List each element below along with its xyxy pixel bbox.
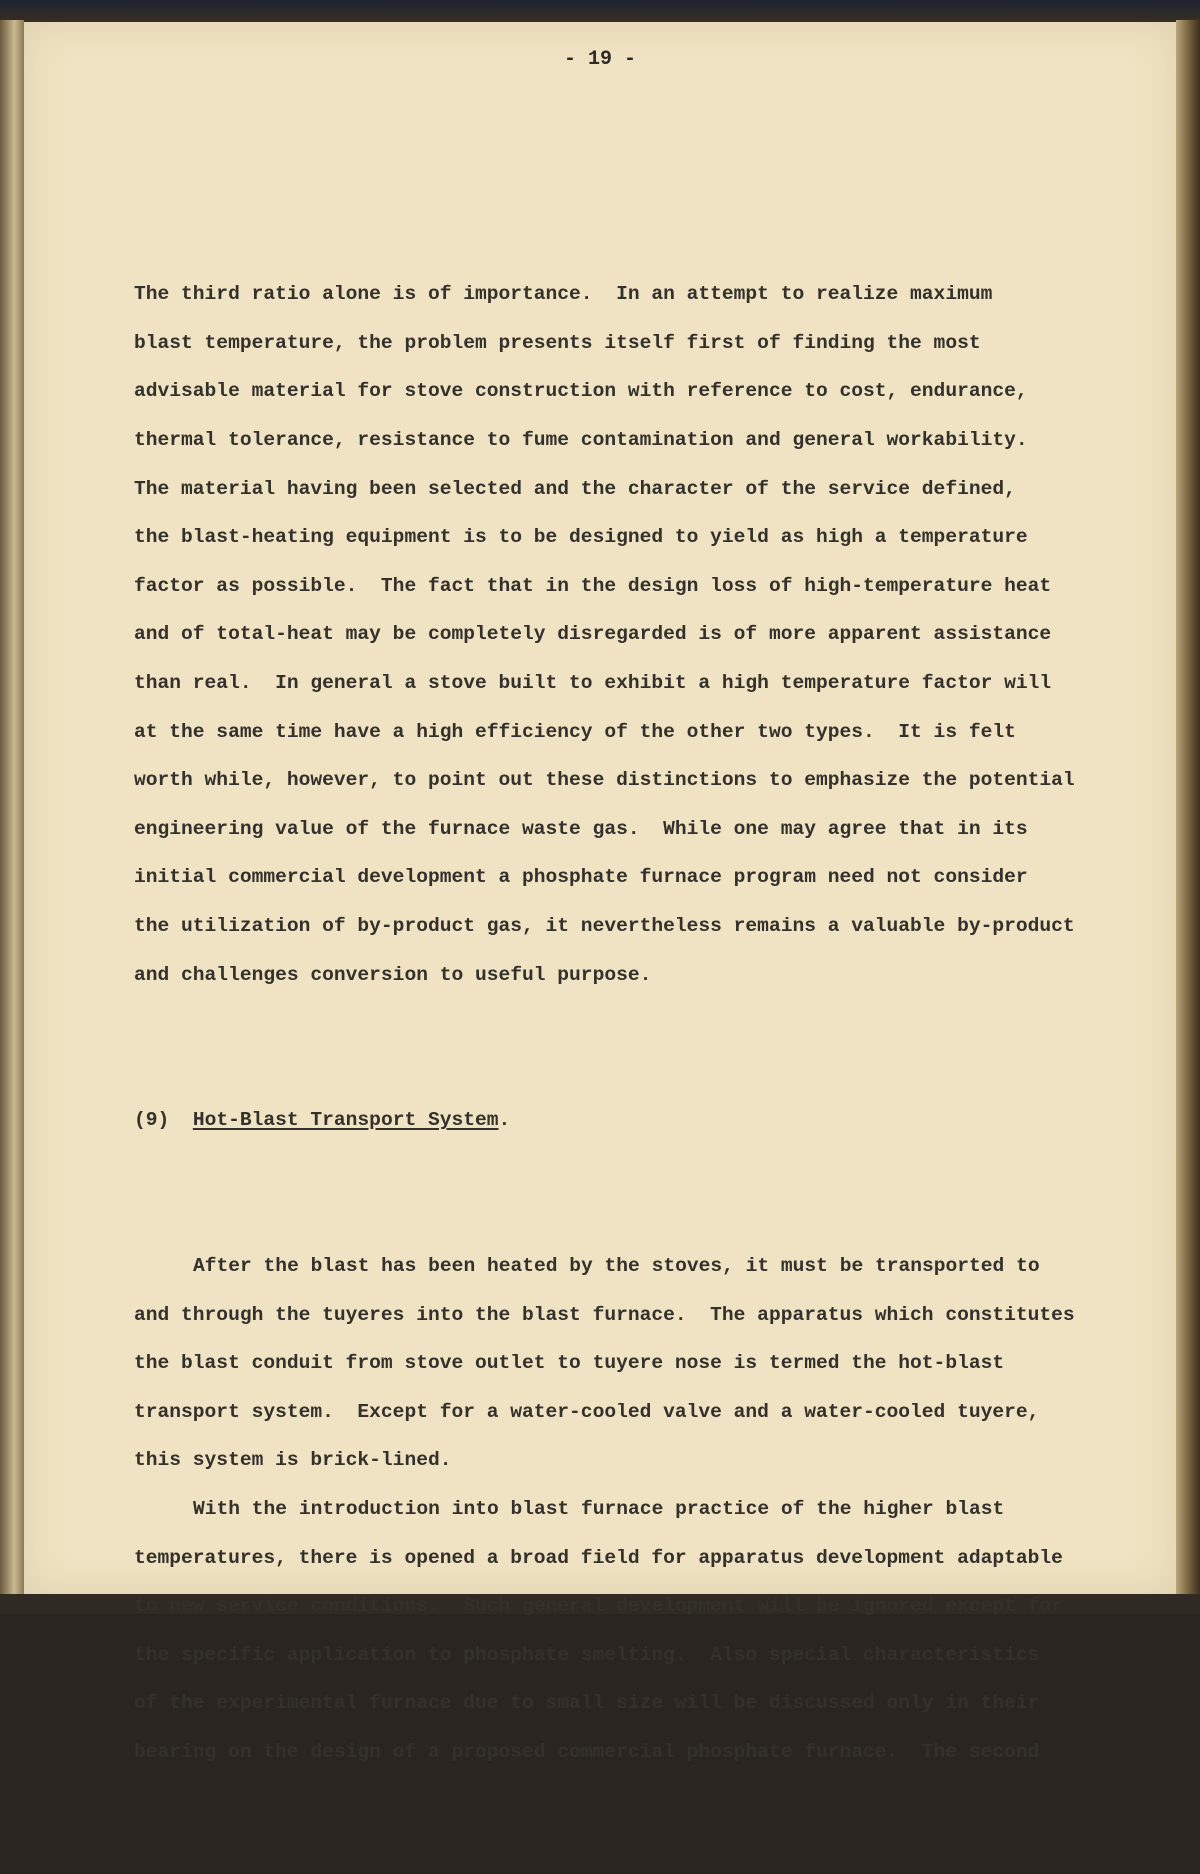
text-line: blast temperature, the problem presents itself first of finding the most — [134, 331, 981, 354]
book-right-edge — [1176, 20, 1200, 1614]
text-line: and challenges conversion to useful purpose. — [134, 963, 652, 986]
book-left-edge — [0, 20, 24, 1614]
text-block-before-section — [134, 270, 1154, 999]
document-page — [24, 22, 1176, 1763]
section-title: Hot-Blast Transport System — [192, 1109, 499, 1132]
text-line: The third ratio alone is of importance. In an attempt to realize maximum — [134, 283, 993, 306]
text-line: engineering value of the furnace waste gas. While one may agree that in its — [134, 817, 1028, 840]
text-line: at the same time have a high efficiency of the other two types. It is felt — [134, 720, 1016, 743]
text-line: temperatures, there is opened a broad field for apparatus development adaptable — [134, 1546, 1063, 1569]
text-line: the specific application to phosphate smelting. Also special characteristics — [134, 1643, 1040, 1666]
text-line: After the blast has been heated by the stoves, it must be transported to — [193, 1255, 1040, 1278]
text-line: and through the tuyeres into the blast furnace. The apparatus which constitutes — [134, 1303, 1075, 1326]
section-heading — [134, 1096, 1154, 1145]
section-number: (9) — [134, 1109, 170, 1132]
text-line: this system is brick-lined. — [134, 1449, 452, 1472]
text-line: factor as possible. The fact that in the design loss of high-temperature heat — [134, 574, 1052, 597]
text-line: advisable material for stove construction with reference to cost, endurance, — [134, 380, 1028, 403]
text-line: initial commercial development a phosphate furnace program need not consider — [134, 866, 1028, 889]
text-line: than real. In general a stove built to exhibit a high temperature factor will — [134, 671, 1052, 694]
section-title-period: . — [498, 1109, 511, 1132]
text-line: With the introduction into blast furnace practice of the higher blast — [193, 1498, 1005, 1521]
text-line: the blast conduit from stove outlet to tuyere nose is termed the hot-blast — [134, 1352, 1005, 1375]
text-line: transport system. Except for a water-cooled valve and a water-cooled tuyere, — [134, 1400, 1040, 1423]
text-line: thermal tolerance, resistance to fume contamination and general workability. — [134, 428, 1028, 451]
text-line: worth while, however, to point out these distinctions to emphasize the potential — [134, 769, 1075, 792]
text-line: to new service conditions. Such general development will be ignored except for — [134, 1595, 1063, 1618]
text-line: The material having been selected and the character of the service defined, — [134, 477, 1016, 500]
text-block-after-section — [134, 1242, 1154, 1777]
text-line: bearing on the design of a proposed commercial phosphate furnace. The second — [134, 1741, 1040, 1763]
text-line: and of total-heat may be completely disregarded is of more apparent assistance — [134, 623, 1052, 646]
text-line: the utilization of by-product gas, it nevertheless remains a valuable by-product — [134, 914, 1075, 937]
page-number: - 19 - — [563, 48, 636, 71]
scanner-background-top — [0, 0, 1200, 24]
text-line: the blast-heating equipment is to be designed to yield as high a temperature — [134, 526, 1028, 549]
page-body — [134, 173, 1154, 1874]
text-line: of the experimental furnace due to small size will be discussed only in their — [134, 1692, 1040, 1715]
